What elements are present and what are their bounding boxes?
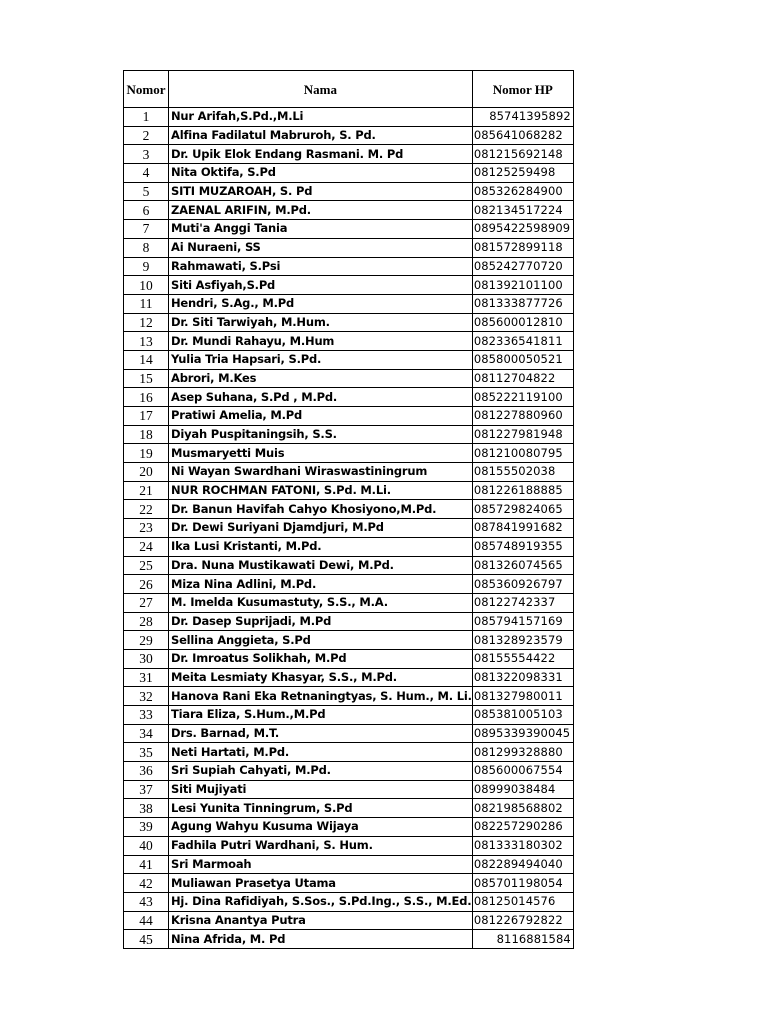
phone-cell: 08122742337: [472, 593, 573, 612]
row-number: 6: [124, 201, 169, 220]
table-row: [124, 126, 574, 145]
table-body: [124, 108, 574, 949]
row-number: 37: [124, 780, 169, 799]
phone-cell: 085729824065: [472, 500, 573, 519]
phone-cell: 087841991682: [472, 519, 573, 538]
phone-cell: 081227880960: [472, 407, 573, 426]
table-row: [124, 108, 574, 127]
name-cell: Sri Supiah Cahyati, M.Pd.: [169, 762, 473, 781]
row-number: 44: [124, 911, 169, 930]
table-row: [124, 425, 574, 444]
row-number: 32: [124, 687, 169, 706]
phone-cell: 0895339390045: [472, 724, 573, 743]
phone-cell: 085641068282: [472, 126, 573, 145]
name-cell: Dra. Nuna Mustikawati Dewi, M.Pd.: [169, 556, 473, 575]
contact-table: [123, 70, 574, 949]
table-row: [124, 519, 574, 538]
name-cell: Musmaryetti Muis: [169, 444, 473, 463]
table-row: [124, 145, 574, 164]
table-row: [124, 724, 574, 743]
row-number: 39: [124, 818, 169, 837]
phone-cell: 08155554422: [472, 649, 573, 668]
phone-cell: 0895422598909: [472, 220, 573, 239]
phone-cell: 081333877726: [472, 294, 573, 313]
phone-cell: 081227981948: [472, 425, 573, 444]
row-number: 21: [124, 481, 169, 500]
name-cell: Pratiwi Amelia, M.Pd: [169, 407, 473, 426]
row-number: 24: [124, 537, 169, 556]
name-cell: Ika Lusi Kristanti, M.Pd.: [169, 537, 473, 556]
phone-cell: 08155502038: [472, 463, 573, 482]
table-row: [124, 481, 574, 500]
name-cell: Dr. Banun Havifah Cahyo Khosiyono,M.Pd.: [169, 500, 473, 519]
row-number: 13: [124, 332, 169, 351]
row-number: 10: [124, 276, 169, 295]
name-cell: Nita Oktifa, S.Pd: [169, 164, 473, 183]
name-cell: Tiara Eliza, S.Hum.,M.Pd: [169, 706, 473, 725]
row-number: 27: [124, 593, 169, 612]
row-number: 45: [124, 930, 169, 949]
row-number: 11: [124, 294, 169, 313]
phone-cell: 085748919355: [472, 537, 573, 556]
table-row: [124, 706, 574, 725]
name-cell: Muti'a Anggi Tania: [169, 220, 473, 239]
row-number: 4: [124, 164, 169, 183]
row-number: 38: [124, 799, 169, 818]
name-cell: Dr. Imroatus Solikhah, M.Pd: [169, 649, 473, 668]
phone-cell: 085600012810: [472, 313, 573, 332]
phone-cell: 085360926797: [472, 575, 573, 594]
row-number: 35: [124, 743, 169, 762]
row-number: 31: [124, 668, 169, 687]
phone-cell: 082289494040: [472, 855, 573, 874]
phone-cell: 081572899118: [472, 238, 573, 257]
row-number: 30: [124, 649, 169, 668]
row-number: 42: [124, 874, 169, 893]
row-number: 14: [124, 350, 169, 369]
row-number: 29: [124, 631, 169, 650]
phone-cell: 081328923579: [472, 631, 573, 650]
name-cell: Rahmawati, S.Psi: [169, 257, 473, 276]
phone-cell: 085794157169: [472, 612, 573, 631]
name-cell: Agung Wahyu Kusuma Wijaya: [169, 818, 473, 837]
name-cell: Ai Nuraeni, SS: [169, 238, 473, 257]
name-cell: Meita Lesmiaty Khasyar, S.S., M.Pd.: [169, 668, 473, 687]
phone-cell: 081215692148: [472, 145, 573, 164]
row-number: 41: [124, 855, 169, 874]
table-row: [124, 818, 574, 837]
table-row: [124, 556, 574, 575]
name-cell: Nina Afrida, M. Pd: [169, 930, 473, 949]
row-number: 17: [124, 407, 169, 426]
name-cell: Dr. Upik Elok Endang Rasmani. M. Pd: [169, 145, 473, 164]
row-number: 15: [124, 369, 169, 388]
phone-cell: 081327980011: [472, 687, 573, 706]
name-cell: Dr. Mundi Rahayu, M.Hum: [169, 332, 473, 351]
name-cell: Dr. Dewi Suriyani Djamdjuri, M.Pd: [169, 519, 473, 538]
header-nomor-hp: Nomor HP: [472, 71, 573, 108]
name-cell: M. Imelda Kusumastuty, S.S., M.A.: [169, 593, 473, 612]
table-row: [124, 593, 574, 612]
table-row: [124, 631, 574, 650]
name-cell: Siti Mujiyati: [169, 780, 473, 799]
phone-cell: 085800050521: [472, 350, 573, 369]
row-number: 33: [124, 706, 169, 725]
table-row: [124, 444, 574, 463]
name-cell: Lesi Yunita Tinningrum, S.Pd: [169, 799, 473, 818]
table-row: [124, 537, 574, 556]
row-number: 20: [124, 463, 169, 482]
table-row: [124, 874, 574, 893]
table-row: [124, 238, 574, 257]
row-number: 9: [124, 257, 169, 276]
row-number: 16: [124, 388, 169, 407]
row-number: 40: [124, 836, 169, 855]
phone-cell: 085242770720: [472, 257, 573, 276]
table-row: [124, 649, 574, 668]
row-number: 2: [124, 126, 169, 145]
phone-cell: 85741395892: [472, 108, 573, 127]
phone-cell: 8116881584: [472, 930, 573, 949]
name-cell: ZAENAL ARIFIN, M.Pd.: [169, 201, 473, 220]
table-row: [124, 911, 574, 930]
row-number: 1: [124, 108, 169, 127]
name-cell: Ni Wayan Swardhani Wiraswastiningrum: [169, 463, 473, 482]
name-cell: Asep Suhana, S.Pd , M.Pd.: [169, 388, 473, 407]
table-row: [124, 388, 574, 407]
table-row: [124, 220, 574, 239]
row-number: 34: [124, 724, 169, 743]
table-row: [124, 350, 574, 369]
name-cell: Siti Asfiyah,S.Pd: [169, 276, 473, 295]
table-row: [124, 892, 574, 911]
phone-cell: 085701198054: [472, 874, 573, 893]
table-row: [124, 762, 574, 781]
phone-cell: 081210080795: [472, 444, 573, 463]
phone-cell: 081299328880: [472, 743, 573, 762]
name-cell: Fadhila Putri Wardhani, S. Hum.: [169, 836, 473, 855]
name-cell: Muliawan Prasetya Utama: [169, 874, 473, 893]
header-nomor: Nomor: [124, 71, 169, 108]
row-number: 5: [124, 182, 169, 201]
row-number: 23: [124, 519, 169, 538]
phone-cell: 085381005103: [472, 706, 573, 725]
table-row: [124, 182, 574, 201]
name-cell: Neti Hartati, M.Pd.: [169, 743, 473, 762]
table-row: [124, 276, 574, 295]
table-row: [124, 500, 574, 519]
row-number: 43: [124, 892, 169, 911]
phone-cell: 085326284900: [472, 182, 573, 201]
header-nama: Nama: [169, 71, 473, 108]
phone-cell: 081226188885: [472, 481, 573, 500]
row-number: 28: [124, 612, 169, 631]
row-number: 22: [124, 500, 169, 519]
name-cell: Hendri, S.Ag., M.Pd: [169, 294, 473, 313]
phone-cell: 081392101100: [472, 276, 573, 295]
phone-cell: 081333180302: [472, 836, 573, 855]
name-cell: Dr. Siti Tarwiyah, M.Hum.: [169, 313, 473, 332]
name-cell: Nur Arifah,S.Pd.,M.Li: [169, 108, 473, 127]
table-row: [124, 463, 574, 482]
table-row: [124, 612, 574, 631]
table-row: [124, 799, 574, 818]
phone-cell: 082336541811: [472, 332, 573, 351]
phone-cell: 08125259498: [472, 164, 573, 183]
name-cell: Miza Nina Adlini, M.Pd.: [169, 575, 473, 594]
phone-cell: 082257290286: [472, 818, 573, 837]
name-cell: Diyah Puspitaningsih, S.S.: [169, 425, 473, 444]
name-cell: Sri Marmoah: [169, 855, 473, 874]
name-cell: NUR ROCHMAN FATONI, S.Pd. M.Li.: [169, 481, 473, 500]
phone-cell: 08125014576: [472, 892, 573, 911]
table-row: [124, 780, 574, 799]
table-row: [124, 294, 574, 313]
table-row: [124, 369, 574, 388]
name-cell: Dr. Dasep Suprijadi, M.Pd: [169, 612, 473, 631]
table-row: [124, 164, 574, 183]
row-number: 25: [124, 556, 169, 575]
phone-cell: 08999038484: [472, 780, 573, 799]
name-cell: Yulia Tria Hapsari, S.Pd.: [169, 350, 473, 369]
name-cell: Alfina Fadilatul Mabruroh, S. Pd.: [169, 126, 473, 145]
row-number: 26: [124, 575, 169, 594]
phone-cell: 082198568802: [472, 799, 573, 818]
row-number: 7: [124, 220, 169, 239]
name-cell: Drs. Barnad, M.T.: [169, 724, 473, 743]
table-row: [124, 332, 574, 351]
row-number: 19: [124, 444, 169, 463]
table-row: [124, 930, 574, 949]
name-cell: Abrori, M.Kes: [169, 369, 473, 388]
table-row: [124, 257, 574, 276]
name-cell: Hj. Dina Rafidiyah, S.Sos., S.Pd.Ing., S.S., M.Ed.: [169, 892, 473, 911]
name-cell: Sellina Anggieta, S.Pd: [169, 631, 473, 650]
phone-cell: 085600067554: [472, 762, 573, 781]
table-row: [124, 668, 574, 687]
row-number: 18: [124, 425, 169, 444]
phone-cell: 081326074565: [472, 556, 573, 575]
name-cell: Hanova Rani Eka Retnaningtyas, S. Hum., M. Li.: [169, 687, 473, 706]
table-row: [124, 201, 574, 220]
table-row: [124, 687, 574, 706]
table-row: [124, 855, 574, 874]
name-cell: SITI MUZAROAH, S. Pd: [169, 182, 473, 201]
row-number: 12: [124, 313, 169, 332]
phone-cell: 085222119100: [472, 388, 573, 407]
phone-cell: 082134517224: [472, 201, 573, 220]
phone-cell: 081322098331: [472, 668, 573, 687]
phone-cell: 081226792822: [472, 911, 573, 930]
row-number: 8: [124, 238, 169, 257]
table-row: [124, 407, 574, 426]
header-row: [124, 71, 574, 108]
table-row: [124, 836, 574, 855]
row-number: 36: [124, 762, 169, 781]
table-row: [124, 575, 574, 594]
phone-cell: 08112704822: [472, 369, 573, 388]
row-number: 3: [124, 145, 169, 164]
table-row: [124, 313, 574, 332]
table-row: [124, 743, 574, 762]
name-cell: Krisna Anantya Putra: [169, 911, 473, 930]
